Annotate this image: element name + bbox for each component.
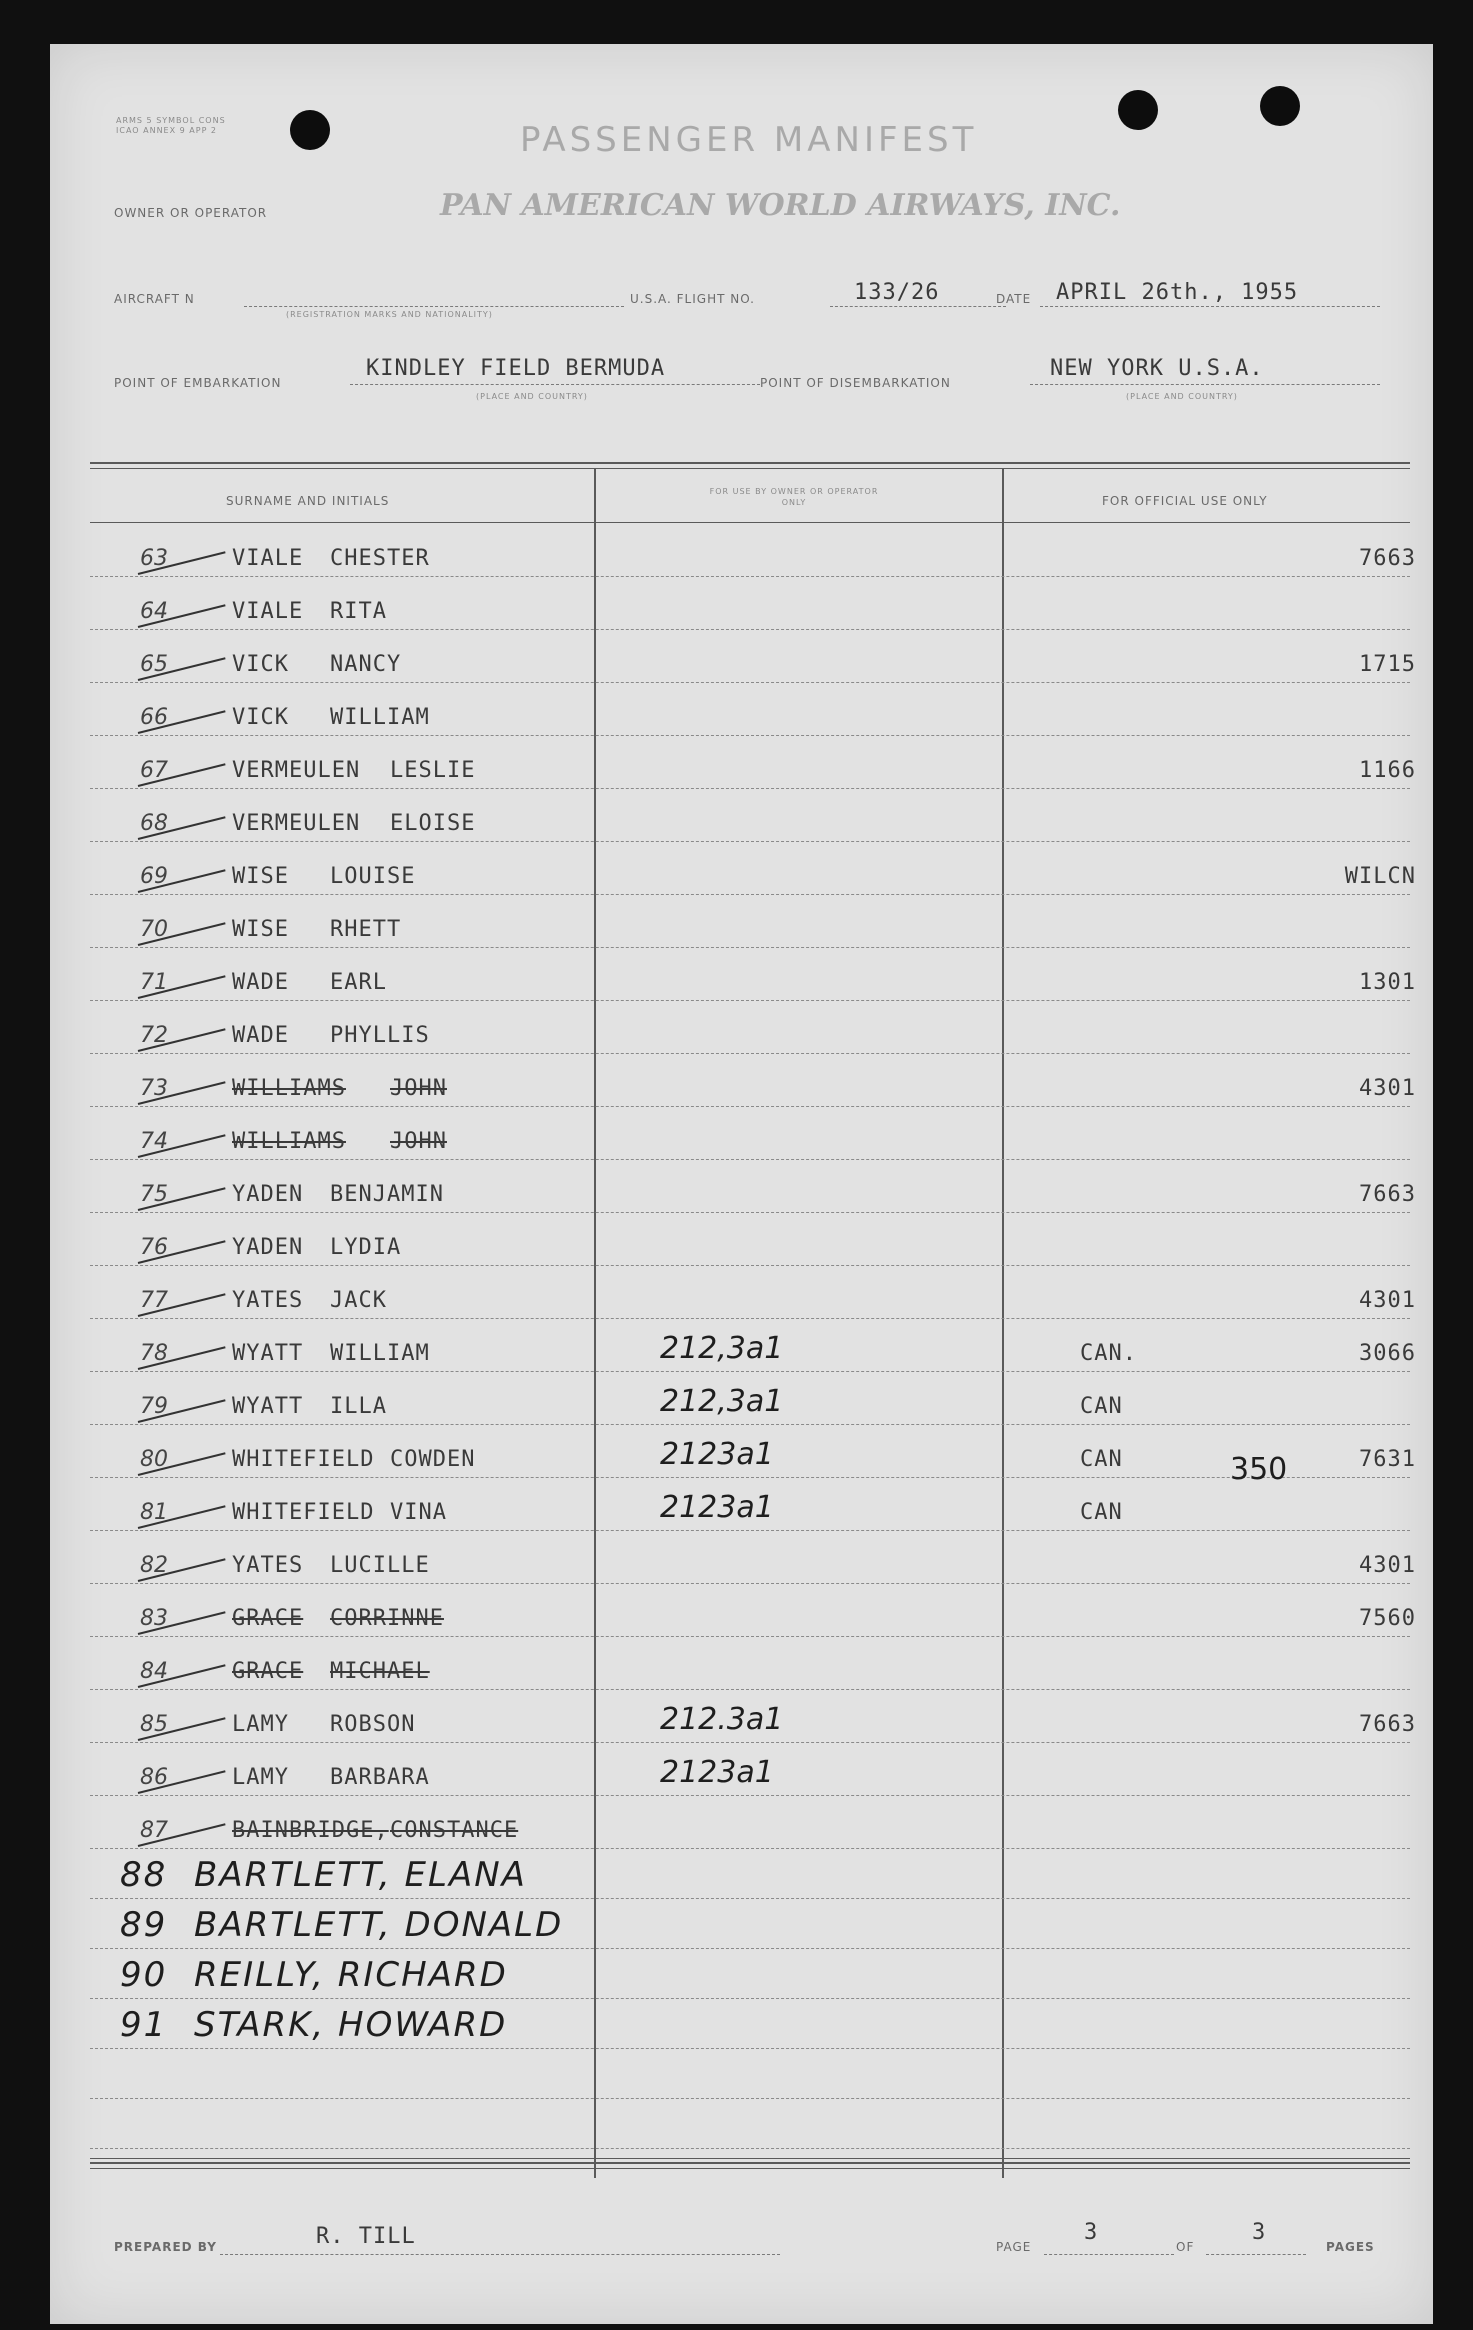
row-number: 63 xyxy=(140,546,168,571)
official-code: 4301 xyxy=(1359,1288,1416,1313)
official-code: WILCN xyxy=(1344,864,1416,889)
row-number: 89 xyxy=(120,1905,168,1945)
column-header-names: SURNAME AND INITIALS xyxy=(226,494,390,508)
row-number: 78 xyxy=(140,1341,168,1366)
surname: VIALE xyxy=(232,546,304,571)
official-code: 4301 xyxy=(1359,1553,1416,1578)
table-row xyxy=(90,1372,1410,1425)
surname: WILLIAMS xyxy=(232,1076,346,1101)
disembarkation-label: POINT OF DISEMBARKATION xyxy=(760,376,951,390)
surname: VIALE xyxy=(232,599,304,624)
row-number: 73 xyxy=(140,1076,168,1101)
column-header-owner: FOR USE BY OWNER OR OPERATOR ONLY xyxy=(709,487,879,507)
row-number: 66 xyxy=(140,705,168,730)
punch-hole xyxy=(1260,86,1300,126)
embarkation-label: POINT OF EMBARKATION xyxy=(114,376,282,390)
table-row xyxy=(90,1160,1416,1213)
given-name: RITA xyxy=(330,599,387,624)
surname: VICK xyxy=(232,652,289,677)
surname: WYATT xyxy=(232,1394,304,1419)
surname: VERMEULEN xyxy=(232,758,361,783)
table-row xyxy=(90,948,1416,1001)
row-number: 77 xyxy=(140,1288,168,1313)
official-code: 3066 xyxy=(1359,1341,1416,1366)
surname: VICK xyxy=(232,705,289,730)
given-name: ILLA xyxy=(330,1394,387,1419)
owner-code: 212,3a1 xyxy=(660,1331,784,1366)
row-number: 72 xyxy=(140,1023,168,1048)
passenger-name: BARTLETT, DONALD xyxy=(194,1905,564,1945)
given-name: PHYLLIS xyxy=(330,1023,430,1048)
given-name: CONSTANCE xyxy=(390,1818,519,1843)
official-code: 7663 xyxy=(1359,1182,1416,1207)
punch-hole xyxy=(290,110,330,150)
table-row xyxy=(90,1001,1410,1054)
blank-row xyxy=(90,2099,1410,2149)
official-status: CAN xyxy=(1080,1394,1123,1419)
official-code: 7663 xyxy=(1359,546,1416,571)
row-number: 65 xyxy=(140,652,168,677)
table-row xyxy=(90,1796,1410,1849)
table-row xyxy=(90,842,1416,895)
date-label: DATE xyxy=(996,292,1032,306)
row-number: 67 xyxy=(140,758,168,783)
table-row xyxy=(90,1213,1410,1266)
surname: GRACE xyxy=(232,1606,304,1631)
table-row xyxy=(90,1743,1410,1796)
table-row xyxy=(90,1584,1416,1637)
of-label: OF xyxy=(1176,2240,1195,2254)
prepared-by-label: PREPARED BY xyxy=(114,2240,217,2254)
table-row xyxy=(90,524,1416,577)
row-number: 64 xyxy=(140,599,168,624)
row-number: 75 xyxy=(140,1182,168,1207)
given-name: ROBSON xyxy=(330,1712,416,1737)
surname: WYATT xyxy=(232,1341,304,1366)
given-name: NANCY xyxy=(330,652,402,677)
surname: BAINBRIDGE, xyxy=(232,1818,389,1843)
surname: YATES xyxy=(232,1553,304,1578)
punch-hole xyxy=(1118,90,1158,130)
surname: LAMY xyxy=(232,1712,289,1737)
row-number: 85 xyxy=(140,1712,168,1737)
page-total: 3 xyxy=(1252,2220,1267,2245)
side-note: 350 xyxy=(1230,1452,1288,1487)
row-number: 83 xyxy=(140,1606,168,1631)
flight-label: U.S.A. FLIGHT NO. xyxy=(630,292,755,306)
row-number: 84 xyxy=(140,1659,168,1684)
row-number: 87 xyxy=(140,1818,168,1843)
owner-code: 212.3a1 xyxy=(660,1702,784,1737)
disembarkation-value: NEW YORK U.S.A. xyxy=(1050,356,1264,381)
surname: LAMY xyxy=(232,1765,289,1790)
prepared-by-value: R. TILL xyxy=(316,2224,416,2249)
table-row xyxy=(90,630,1416,683)
owner-code: 2123a1 xyxy=(660,1437,774,1472)
table-row xyxy=(90,1266,1416,1319)
surname: WADE xyxy=(232,970,289,995)
owner-code: 2123a1 xyxy=(660,1755,774,1790)
handwritten-row xyxy=(90,1949,1410,1999)
given-name: BENJAMIN xyxy=(330,1182,444,1207)
owner-label: OWNER OR OPERATOR xyxy=(114,206,268,220)
surname: WADE xyxy=(232,1023,289,1048)
row-number: 68 xyxy=(140,811,168,836)
handwritten-row xyxy=(90,1849,1410,1899)
surname: WHITEFIELD xyxy=(232,1500,375,1525)
table-row xyxy=(90,683,1410,736)
given-name: WILLIAM xyxy=(330,1341,430,1366)
official-code: 7631 xyxy=(1359,1447,1416,1472)
embarkation-caption: (PLACE AND COUNTRY) xyxy=(476,392,588,401)
blank-row xyxy=(90,2049,1410,2099)
row-number: 76 xyxy=(140,1235,168,1260)
given-name: LYDIA xyxy=(330,1235,402,1260)
given-name: JOHN xyxy=(390,1129,447,1154)
official-code: 1166 xyxy=(1359,758,1416,783)
handwritten-row xyxy=(90,1999,1410,2049)
owner-code: 2123a1 xyxy=(660,1490,774,1525)
given-name: WILLIAM xyxy=(330,705,430,730)
row-number: 82 xyxy=(140,1553,168,1578)
owner-code: 212,3a1 xyxy=(660,1384,784,1419)
official-status: CAN xyxy=(1080,1447,1123,1472)
table-row xyxy=(90,1107,1410,1160)
official-code: 1301 xyxy=(1359,970,1416,995)
table-row xyxy=(90,789,1410,842)
passenger-name: REILLY, RICHARD xyxy=(194,1955,508,1995)
official-status: CAN xyxy=(1080,1500,1123,1525)
given-name: RHETT xyxy=(330,917,402,942)
given-name: JOHN xyxy=(390,1076,447,1101)
surname: YADEN xyxy=(232,1182,304,1207)
surname: WISE xyxy=(232,864,289,889)
passenger-name: BARTLETT, ELANA xyxy=(194,1855,527,1895)
given-name: CHESTER xyxy=(330,546,430,571)
row-number: 74 xyxy=(140,1129,168,1154)
given-name: CORRINNE xyxy=(330,1606,444,1631)
official-code: 7560 xyxy=(1359,1606,1416,1631)
surname: WHITEFIELD xyxy=(232,1447,375,1472)
row-number: 79 xyxy=(140,1394,168,1419)
table-row xyxy=(90,1637,1410,1690)
row-number: 71 xyxy=(140,970,168,995)
embarkation-value: KINDLEY FIELD BERMUDA xyxy=(366,356,666,381)
passenger-name: STARK, HOWARD xyxy=(194,2005,508,2045)
date-value: APRIL 26th., 1955 xyxy=(1056,280,1299,305)
aircraft-label: AIRCRAFT N xyxy=(114,292,195,306)
column-header-official: FOR OFFICIAL USE ONLY xyxy=(1102,494,1268,508)
row-number: 86 xyxy=(140,1765,168,1790)
row-number: 69 xyxy=(140,864,168,889)
given-name: COWDEN xyxy=(390,1447,476,1472)
surname: WISE xyxy=(232,917,289,942)
corner-note: ARMS 5 SYMBOL CONS ICAO ANNEX 9 APP 2 xyxy=(116,116,226,135)
given-name: BARBARA xyxy=(330,1765,430,1790)
given-name: VINA xyxy=(390,1500,447,1525)
official-code: 1715 xyxy=(1359,652,1416,677)
given-name: MICHAEL xyxy=(330,1659,430,1684)
given-name: LUCILLE xyxy=(330,1553,430,1578)
row-number: 91 xyxy=(120,2005,168,2045)
registration-caption: (REGISTRATION MARKS AND NATIONALITY) xyxy=(286,310,493,319)
disembarkation-caption: (PLACE AND COUNTRY) xyxy=(1126,392,1238,401)
table-row xyxy=(90,1425,1416,1478)
table-row xyxy=(90,1319,1416,1372)
surname: VERMEULEN xyxy=(232,811,361,836)
table-row xyxy=(90,1054,1416,1107)
given-name: ELOISE xyxy=(390,811,476,836)
given-name: JACK xyxy=(330,1288,387,1313)
owner-value: PAN AMERICAN WORLD AIRWAYS, INC. xyxy=(440,188,1121,223)
table-row xyxy=(90,736,1416,789)
surname: GRACE xyxy=(232,1659,304,1684)
row-number: 81 xyxy=(140,1500,168,1525)
table-row xyxy=(90,1531,1416,1584)
table-row xyxy=(90,1690,1416,1743)
page-number: 3 xyxy=(1084,2220,1099,2245)
table-row xyxy=(90,895,1410,948)
row-number: 70 xyxy=(140,917,168,942)
table-row xyxy=(90,1478,1410,1531)
surname: YATES xyxy=(232,1288,304,1313)
surname: YADEN xyxy=(232,1235,304,1260)
pages-label: PAGES xyxy=(1326,2240,1375,2254)
given-name: LESLIE xyxy=(390,758,476,783)
handwritten-row xyxy=(90,1899,1410,1949)
manifest-sheet xyxy=(50,44,1433,2324)
given-name: LOUISE xyxy=(330,864,416,889)
given-name: EARL xyxy=(330,970,387,995)
page-title: PASSENGER MANIFEST xyxy=(520,120,978,160)
row-number: 80 xyxy=(140,1447,168,1472)
flight-number: 133/26 xyxy=(854,280,940,305)
official-code: 7663 xyxy=(1359,1712,1416,1737)
official-status: CAN. xyxy=(1080,1341,1137,1366)
table-row xyxy=(90,577,1410,630)
surname: WILLIAMS xyxy=(232,1129,346,1154)
row-number: 90 xyxy=(120,1955,168,1995)
row-number: 88 xyxy=(120,1855,168,1895)
page-label: PAGE xyxy=(996,2240,1032,2254)
official-code: 4301 xyxy=(1359,1076,1416,1101)
